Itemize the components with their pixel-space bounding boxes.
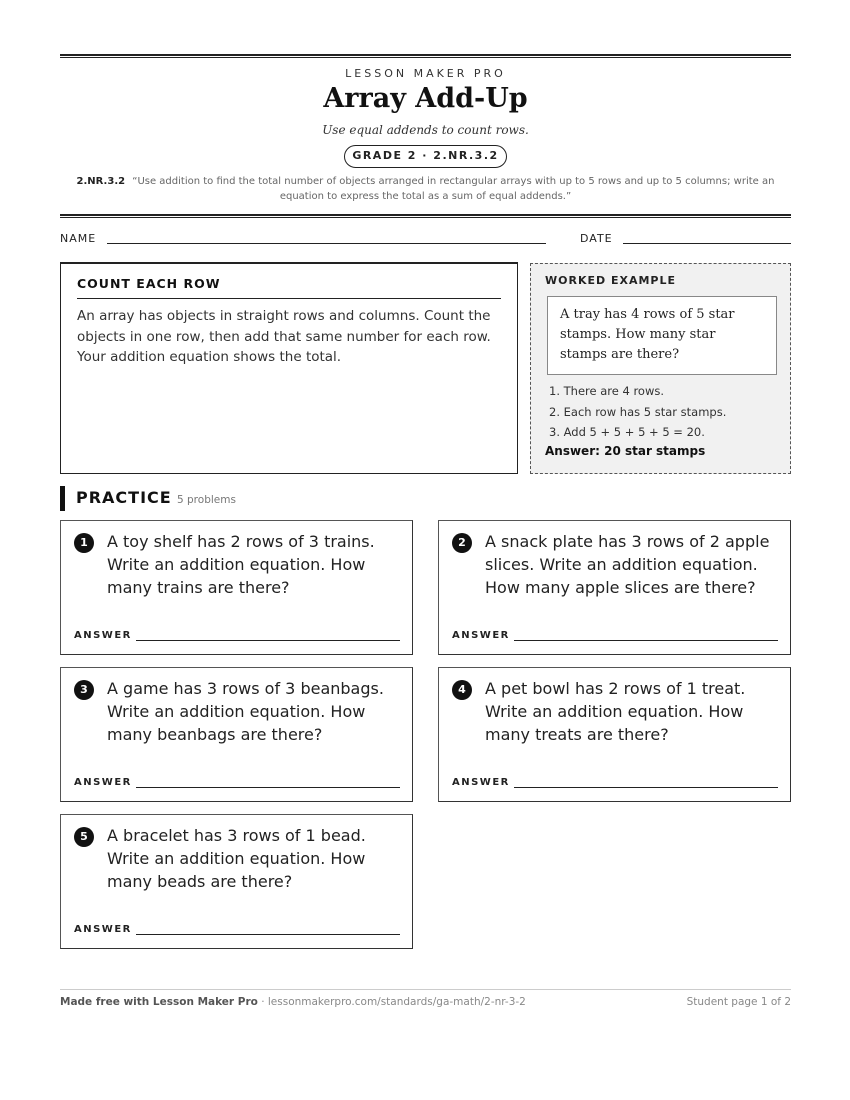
worked-example-problem: A tray has 4 rows of 5 star stamps. How many star stamps are there?: [547, 296, 777, 375]
date-field[interactable]: [623, 243, 791, 244]
answer-label: ANSWER: [74, 777, 132, 788]
standard-text: “Use addition to find the total number of objects arranged in rectangular arrays with up to 5 rows and up to 5 columns; write an equation to express the total as a sum of equal addends.”: [132, 176, 775, 202]
problem-number-badge: 2: [452, 533, 472, 553]
intro-box: [60, 262, 518, 474]
worksheet-page: [60, 0, 791, 1100]
answer-field[interactable]: [136, 934, 400, 935]
name-label: NAME: [60, 232, 97, 245]
footer-credit: [60, 996, 526, 1008]
answer-label: ANSWER: [452, 630, 510, 641]
practice-accent-bar: [60, 486, 65, 511]
problem-number-badge: 1: [74, 533, 94, 553]
worked-example-heading: WORKED EXAMPLE: [545, 274, 676, 287]
header-bottom-double-rule: [60, 214, 791, 218]
answer-field[interactable]: [514, 787, 778, 788]
standard-code: 2.NR.3.2: [76, 176, 126, 187]
worked-example-steps: [549, 381, 784, 443]
grade-badge: GRADE 2 · 2.NR.3.2: [344, 145, 507, 168]
problem-card-3: [60, 667, 413, 802]
worksheet-title: Array Add-Up: [323, 83, 528, 114]
standard-description: [74, 174, 777, 204]
footer-url: · lessonmakerpro.com/standards/ga-math/2-nr-3-2: [257, 996, 526, 1008]
worked-example-step: 3. Add 5 + 5 + 5 + 5 = 20.: [549, 425, 705, 439]
brand-name: LESSON MAKER PRO: [345, 67, 506, 80]
problem-card-5: [60, 814, 413, 949]
worksheet-subtitle: Use equal addends to count rows.: [322, 123, 529, 137]
practice-count: 5 problems: [177, 494, 236, 506]
name-field[interactable]: [107, 243, 546, 244]
problem-text: A game has 3 rows of 3 beanbags. Write an addition equation. How many beanbags are there?: [107, 679, 384, 744]
answer-field[interactable]: [136, 787, 400, 788]
worked-example-box: [530, 263, 791, 474]
problem-text: A pet bowl has 2 rows of 1 treat. Write an addition equation. How many treats are there?: [485, 679, 746, 744]
worked-example-answer: Answer: 20 star stamps: [545, 444, 706, 458]
intro-heading-rule: [77, 298, 501, 299]
intro-heading: COUNT EACH ROW: [77, 276, 221, 291]
answer-label: ANSWER: [74, 924, 132, 935]
problem-text: A snack plate has 3 rows of 2 apple slices. Write an addition equation. How many apple slices are there?: [485, 532, 770, 597]
problem-text: A bracelet has 3 rows of 1 bead. Write an addition equation. How many beads are there?: [107, 826, 366, 891]
answer-label: ANSWER: [452, 777, 510, 788]
worked-example-step: 1. There are 4 rows.: [549, 384, 665, 398]
footer-page-number: Student page 1 of 2: [686, 996, 791, 1008]
top-double-rule: [60, 54, 791, 58]
date-label: DATE: [580, 232, 613, 245]
practice-heading: PRACTICE: [76, 488, 172, 507]
problem-number-badge: 5: [74, 827, 94, 847]
problem-number-badge: 3: [74, 680, 94, 700]
footer-made-with: Made free with Lesson Maker Pro: [60, 996, 258, 1008]
problem-card-2: [438, 520, 791, 655]
problem-card-1: [60, 520, 413, 655]
intro-body: An array has objects in straight rows and columns. Count the objects in one row, then add that same number for each row. Your addition equation shows the total.: [77, 308, 491, 365]
problem-card-4: [438, 667, 791, 802]
worked-example-step: 2. Each row has 5 star stamps.: [549, 404, 727, 419]
answer-field[interactable]: [136, 640, 400, 641]
answer-label: ANSWER: [74, 630, 132, 641]
problem-number-badge: 4: [452, 680, 472, 700]
answer-field[interactable]: [514, 640, 778, 641]
problem-text: A toy shelf has 2 rows of 3 trains. Write an addition equation. How many trains are there?: [107, 532, 375, 597]
footer-rule: [60, 989, 791, 990]
